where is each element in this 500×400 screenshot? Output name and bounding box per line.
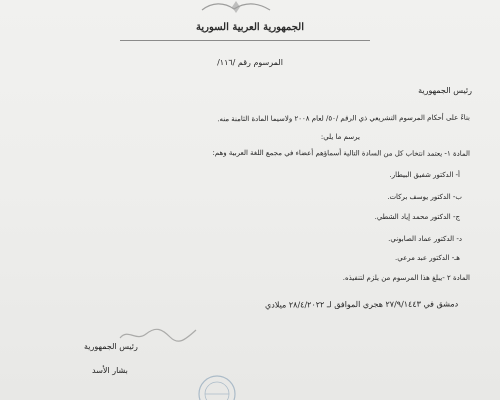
- eagle-emblem-icon: [200, 0, 272, 14]
- member-a: أ- الدكتور شفيق البيطار.: [389, 171, 460, 179]
- preamble-text: بناءً على أحكام المرسوم التشريعي ذي الرقم /٥٠/ لعام ٢٠٠٨ ولاسيما المادة الثامنة منه.: [217, 113, 471, 124]
- signature-name: بشار الأسد: [92, 366, 128, 375]
- header-divider: [120, 40, 370, 41]
- republic-name: الجمهورية العربية السورية: [196, 22, 304, 33]
- member-b: ب- الدكتور يوسف بركات.: [387, 193, 462, 201]
- decree-date: دمشق في ٢٧/٩/١٤٤٣ هجري الموافق لـ ٢٨/٤/٢٠٢٢ ميلادي: [264, 299, 459, 310]
- member-e: هـ- الدكتور عبد مرعي.: [395, 254, 460, 262]
- article-1-text: المادة ١- يعتمد انتخاب كل من السادة التالية أسماؤهم أعضاء في مجمع اللغة العربية وهم:: [212, 148, 471, 158]
- signature-title: رئيس الجمهورية: [84, 342, 138, 351]
- official-seal-icon: [188, 370, 246, 400]
- issuer-heading: رئيس الجمهورية: [418, 86, 472, 95]
- decree-number: المرسوم رقم /١١٦/: [217, 58, 283, 67]
- article-2-text: المادة ٢ -يبلغ هذا المرسوم من يلزم لتنفيذه.: [342, 274, 470, 282]
- member-c: ج- الدكتور محمد إياد الشطي.: [374, 213, 460, 221]
- decision-phrase: يرسم ما يلي:: [320, 133, 360, 141]
- member-d: د- الدكتور عماد الصابوني.: [388, 235, 462, 243]
